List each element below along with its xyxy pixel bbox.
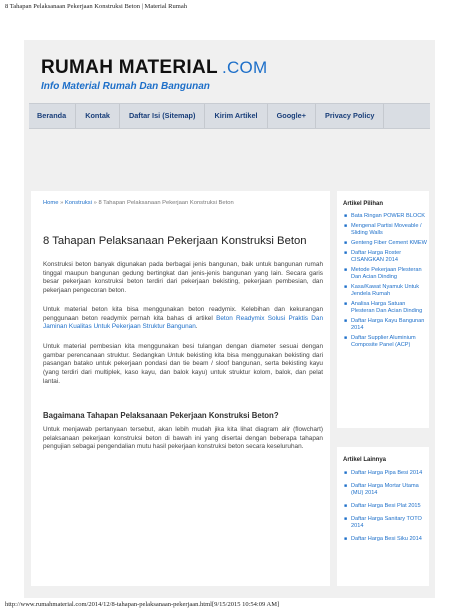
list-item[interactable] bbox=[343, 284, 427, 298]
post-paragraph-2 bbox=[43, 306, 323, 332]
bullet-icon: ■ bbox=[344, 535, 348, 542]
breadcrumb-separator: » bbox=[58, 200, 65, 206]
list-item[interactable] bbox=[343, 516, 427, 530]
nav-google-plus[interactable]: Google+ bbox=[268, 104, 316, 128]
site-tagline: Info Material Rumah Dan Bangunan bbox=[41, 81, 210, 92]
list-item-label: Daftar Harga Mortar Utama (MU) 2014 bbox=[351, 482, 419, 496]
print-header: 8 Tahapan Pelaksanaan Pekerjaan Konstruksi Beton | Material Rumah bbox=[5, 3, 187, 10]
list-item[interactable] bbox=[343, 213, 427, 220]
post-title: 8 Tahapan Pelaksanaan Pekerjaan Konstruksi Beton bbox=[43, 235, 307, 247]
list-item[interactable] bbox=[343, 250, 427, 264]
nav-kontak[interactable]: Kontak bbox=[76, 104, 120, 128]
list-item-label: Daftar Harga Sanitary TOTO 2014 bbox=[351, 515, 422, 529]
artikel-pilihan-list bbox=[343, 213, 427, 352]
main-content bbox=[31, 191, 330, 586]
paragraph-text: . bbox=[195, 323, 198, 331]
bullet-icon: ■ bbox=[344, 300, 348, 307]
logo-text: RUMAH MATERIAL bbox=[41, 57, 218, 78]
breadcrumb bbox=[43, 200, 234, 206]
artikel-lainnya-list bbox=[343, 470, 427, 548]
list-item[interactable] bbox=[343, 267, 427, 281]
nav-privacy-policy[interactable]: Privacy Policy bbox=[316, 104, 385, 128]
bullet-icon: ■ bbox=[344, 334, 348, 341]
list-item[interactable] bbox=[343, 240, 427, 247]
web-page bbox=[24, 40, 435, 598]
breadcrumb-current: 8 Tahapan Pelaksanaan Pekerjaan Konstruksi Beton bbox=[98, 200, 234, 206]
list-item-label: Bata Ringan POWER BLOCK bbox=[351, 213, 425, 219]
breadcrumb-home[interactable]: Home bbox=[43, 200, 59, 206]
bullet-icon: ■ bbox=[344, 222, 348, 229]
list-item[interactable] bbox=[343, 470, 427, 477]
bullet-icon: ■ bbox=[344, 515, 348, 522]
list-item[interactable] bbox=[343, 483, 427, 497]
list-item[interactable] bbox=[343, 536, 427, 543]
widget-title: Artikel Pilihan bbox=[343, 201, 384, 207]
logo-suffix: .COM bbox=[221, 58, 268, 77]
bullet-icon: ■ bbox=[344, 470, 348, 476]
article-link-beton-readymix[interactable]: Beton Readymix Solusi Praktis Dan Jaminan Kualitas Untuk Pekerjaan Struktur Bangunan bbox=[43, 314, 323, 331]
bullet-icon: ■ bbox=[344, 249, 348, 256]
post-paragraph-4: Untuk menjawab pertanyaan tersebut, akan lebih mudah jika kita lihat diagram alir (flowchart) pelaksanaan pekerjaan konstruksi beton di bawah ini yang disertai dengan beberapa tahapan pengujian sebagai pengendalian mutu hasil pekerjaan konstruksi beton secara keseluruhan. bbox=[43, 426, 323, 451]
widget-artikel-pilihan bbox=[337, 191, 429, 428]
breadcrumb-separator: » bbox=[91, 200, 99, 206]
post-paragraph-3: Untuk material pembesian kita menggunakan besi tulangan dengan diameter sesuai dengan gambar perencanaan struktur. Sedangkan Untuk bekisting kita bisa menggunakan bekisting dari pasangan batako untuk pekerjaan pondasi dan tie beam / sloof bangunan, serta bekisting kayu (yang terdiri dari multiplek, kaso kayu, dan balok kayu) untuk struktur kolom, balok, dan pelat lantai. bbox=[43, 343, 323, 385]
paragraph-text: Untuk material beton kita bisa menggunakan beton readymix. Kelebihan dan kekurangan penggunaan beton readymix pernah kita bahas di artikel bbox=[43, 306, 323, 322]
list-item-label: Daftar Harga Besi Siku 2014 bbox=[351, 535, 422, 542]
list-item-label: Daftar Harga Pipa Besi 2014 bbox=[351, 470, 423, 476]
print-footer-url: http://www.rumahmaterial.com/2014/12/8-tahapan-pelaksanaan-pekerjaan.html[9/15/2015 10:54:09 AM] bbox=[5, 601, 280, 608]
post-paragraph-1: Konstruksi beton banyak digunakan pada berbagai jenis bangunan, baik untuk bangunan rumah tinggal maupun bangunan gedung bertingkat dan jenis-jenis bangunan yang lain. Secara garis besar pekerjaan konstruksi beton terdiri dari pekerjaan bekisting, pekerjaan pembesian, dan pekerjaan pengecoran beton. bbox=[43, 261, 323, 295]
list-item-label: Daftar Supplier Aluminium Composite Panel (ACP) bbox=[351, 334, 416, 348]
list-item-label: Analisa Harga Satuan Plesteran Dan Acian Dinding bbox=[351, 300, 423, 314]
breadcrumb-category[interactable]: Konstruksi bbox=[64, 200, 92, 206]
list-item[interactable] bbox=[343, 503, 427, 510]
list-item-label: Genteng Fiber Cement KMEW bbox=[351, 239, 427, 246]
nav-beranda[interactable]: Beranda bbox=[29, 104, 76, 128]
bullet-icon: ■ bbox=[344, 283, 348, 290]
list-item-label: Daftar Harga Kayu Bangunan 2014 bbox=[351, 317, 425, 331]
list-item[interactable] bbox=[343, 301, 427, 315]
list-item-label: Daftar Harga Besi Plat 2015 bbox=[351, 502, 421, 509]
widget-artikel-lainnya bbox=[337, 447, 429, 586]
list-item-label: Metode Pekerjaan Plesteran Dan Acian Dinding bbox=[351, 266, 422, 280]
site-logo[interactable] bbox=[41, 57, 268, 79]
main-navigation bbox=[29, 103, 430, 129]
list-item[interactable] bbox=[343, 335, 427, 349]
bullet-icon: ■ bbox=[344, 482, 348, 489]
bullet-icon: ■ bbox=[344, 239, 348, 246]
site-header bbox=[24, 40, 435, 98]
nav-daftar-isi[interactable]: Daftar Isi (Sitemap) bbox=[120, 104, 206, 128]
list-item-label: Daftar Harga Roster CISANGKAN 2014 bbox=[351, 249, 402, 263]
bullet-icon: ■ bbox=[344, 266, 348, 273]
list-item-label: Mengenal Partisi Moveable / Sliding Walls bbox=[351, 222, 422, 236]
list-item[interactable] bbox=[343, 223, 427, 237]
widget-title: Artikel Lainnya bbox=[343, 457, 387, 463]
bullet-icon: ■ bbox=[344, 502, 348, 509]
bullet-icon: ■ bbox=[344, 213, 348, 219]
nav-kirim-artikel[interactable]: Kirim Artikel bbox=[205, 104, 267, 128]
list-item-label: Kasa/Kawat Nyamuk Untuk Jendela Rumah bbox=[351, 283, 420, 297]
post-subheading: Bagaimana Tahapan Pelaksanaan Pekerjaan Konstruksi Beton? bbox=[43, 411, 279, 420]
list-item[interactable] bbox=[343, 318, 427, 332]
bullet-icon: ■ bbox=[344, 317, 348, 324]
